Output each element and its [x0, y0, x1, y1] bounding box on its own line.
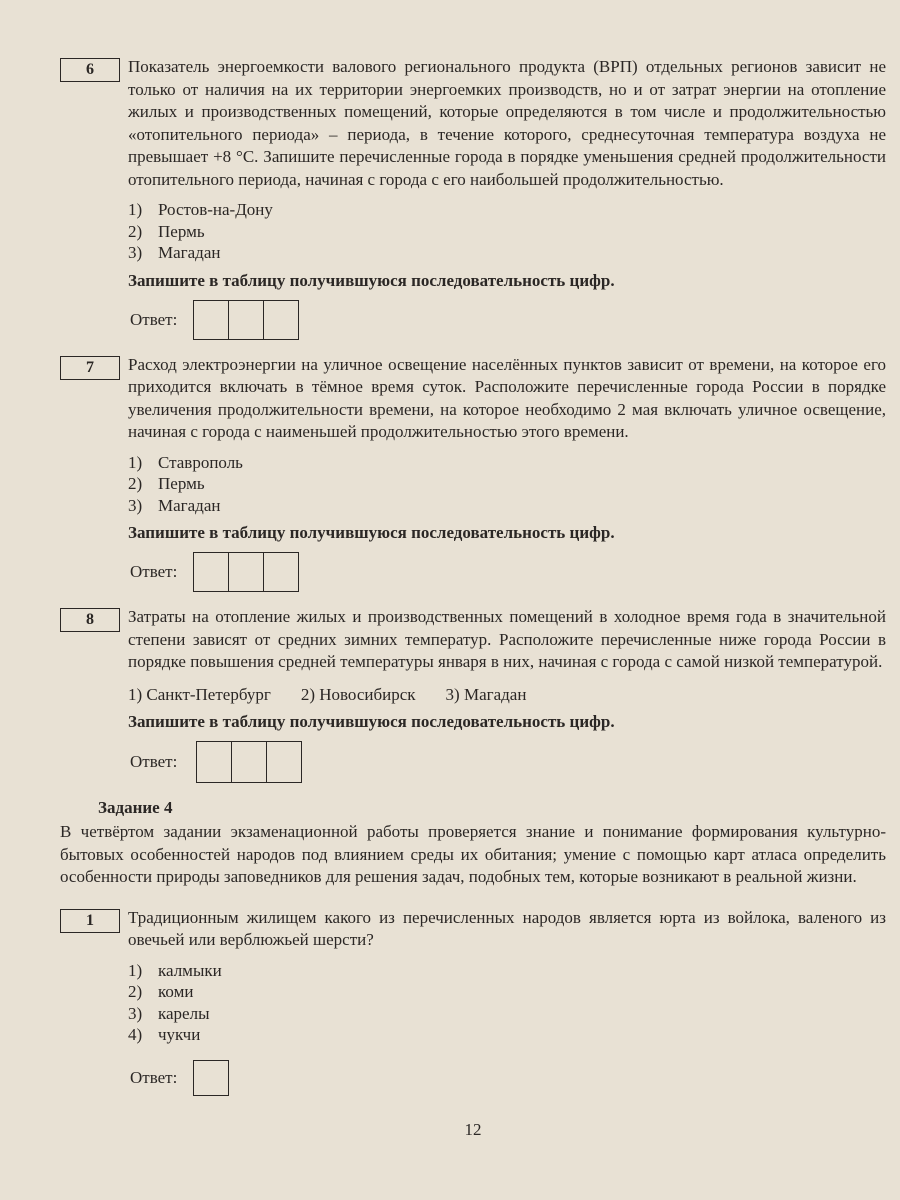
question-1-text: Традиционным жилищем какого из перечисленных народов является юрта из войлока, валеного из овечьей или верблюжьей шерсти?	[128, 907, 886, 949]
question-1-answer	[128, 1060, 886, 1096]
question-7	[60, 354, 886, 593]
option: 1) калмыки	[128, 960, 222, 980]
question-7-options	[128, 452, 886, 517]
answer-cell[interactable]	[194, 1061, 228, 1095]
question-8-text: Затраты на отопление жилых и производственных помещений в холодное время года в значительной степени зависят от средних зимних температур. Расположите перечисленные ниже города России в порядке повышения средней температуры января в них, начиная с города с самой низкой температурой.	[128, 607, 886, 671]
question-6	[60, 56, 886, 340]
answer-cell[interactable]	[229, 301, 264, 339]
question-number-8: 8	[60, 608, 120, 632]
question-1	[60, 907, 886, 1096]
option: 4) чукчи	[128, 1025, 201, 1044]
question-8-options	[128, 684, 886, 706]
answer-cells	[193, 300, 299, 340]
task-4-heading: Задание 4	[98, 798, 173, 817]
option: 2) Пермь	[128, 474, 205, 493]
answer-cells	[193, 552, 299, 592]
question-number-1: 1	[60, 909, 120, 933]
answer-label: Ответ:	[130, 562, 178, 581]
answer-cell[interactable]	[194, 553, 229, 591]
answer-cell[interactable]	[232, 742, 267, 782]
option: 3) Магадан	[445, 684, 527, 704]
answer-cell[interactable]	[264, 301, 298, 339]
option: 1) Санкт-Петербург	[128, 684, 271, 704]
page-number: 12	[464, 1119, 482, 1139]
answer-label: Ответ:	[130, 309, 178, 329]
question-1-options	[128, 960, 886, 1046]
answer-cell[interactable]	[194, 301, 229, 339]
option: 2) Новосибирск	[300, 684, 416, 704]
answer-cell[interactable]	[197, 742, 232, 782]
question-number-6: 6	[60, 58, 120, 82]
option: 2) Пермь	[128, 221, 205, 241]
option: 1) Ростов-на-Дону	[128, 200, 273, 219]
question-8	[60, 606, 886, 783]
question-6-instruction: Запишите в таблицу получившуюся последовательность цифр.	[128, 270, 615, 290]
option: 2) коми	[128, 982, 194, 1001]
option: 3) карелы	[128, 1003, 210, 1023]
answer-label: Ответ:	[130, 752, 178, 771]
answer-label: Ответ:	[130, 1067, 178, 1087]
answer-cell[interactable]	[229, 553, 264, 591]
task-4-description: В четвёртом задании экзаменационной работы проверяется знание и понимание формирования культурно-бытовых особенностей народов под влиянием среды их обитания; умение с помощью карт атласа определить особенности природы заповедников для решения задач, подобных тем, которые возникают в реальной жизни.	[60, 822, 886, 886]
task-4	[60, 797, 886, 889]
option: 3) Магадан	[128, 243, 221, 262]
answer-cells	[193, 1060, 229, 1096]
question-8-answer	[128, 741, 886, 783]
answer-cell[interactable]	[267, 742, 301, 782]
option: 3) Магадан	[128, 495, 221, 515]
question-7-answer	[128, 552, 886, 592]
question-6-text: Показатель энергоемкости валового регионального продукта (ВРП) отдельных регионов зависит не только от наличия на их территории энергоемких производств, но и от затрат энергии на отопление жилых и производственных помещений, которые определяются в том числе и продолжительностью «отопительного периода» – периода, в течение которого, среднесуточная температура воздуха не превышает +8 °С. Запишите перечисленные города в порядке уменьшения средней продолжительности отопительного периода, начиная с города с его наибольшей продолжительностью.	[128, 57, 886, 189]
question-6-answer	[128, 300, 886, 340]
question-6-options	[128, 199, 886, 264]
question-8-instruction: Запишите в таблицу получившуюся последовательность цифр.	[128, 712, 615, 731]
answer-cell[interactable]	[264, 553, 298, 591]
question-number-7: 7	[60, 356, 120, 380]
question-7-text: Расход электроэнергии на уличное освещение населённых пунктов зависит от времени, на которое его приходится включать в тёмное время суток. Расположите перечисленные города России в порядке увеличения продолжительности времени, на которое необходимо 2 мая включать уличное освещение, начиная с города с наименьшей продолжительностью этого времени.	[128, 354, 886, 441]
option: 1) Ставрополь	[128, 452, 243, 472]
question-7-instruction: Запишите в таблицу получившуюся последовательность цифр.	[128, 523, 615, 542]
answer-cells	[196, 741, 302, 783]
